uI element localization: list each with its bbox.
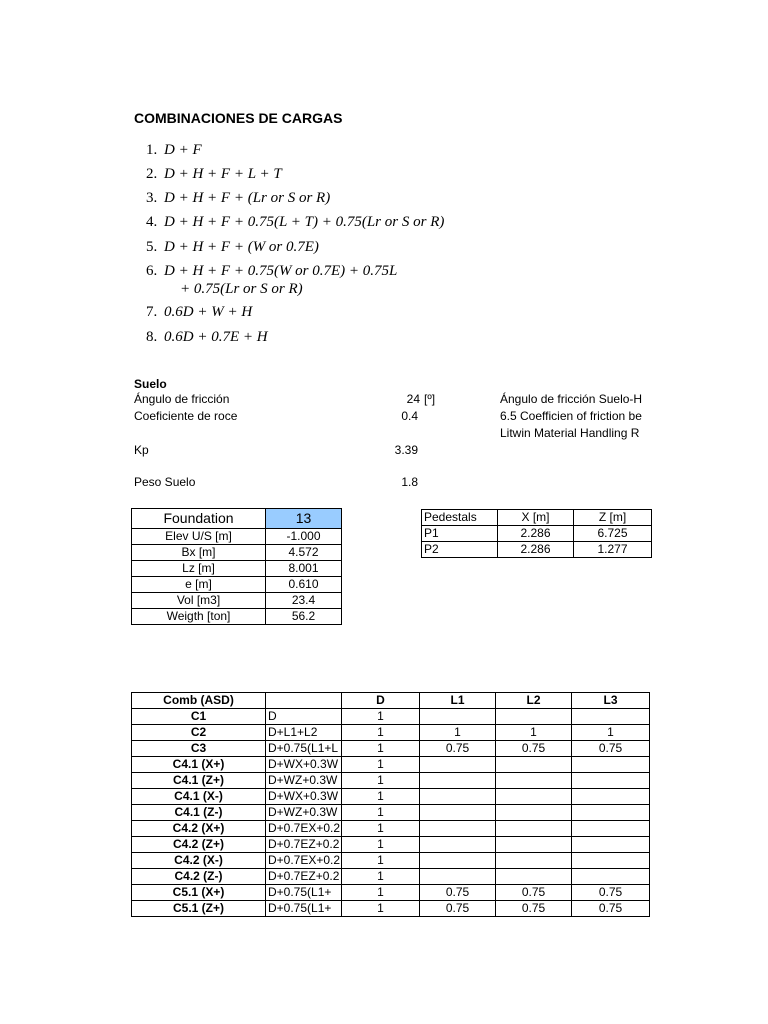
table-row: [132, 709, 650, 725]
table-row: [422, 526, 652, 542]
combination-expression: D+0.7EX+0.2: [266, 821, 342, 837]
soil-value: 1.8: [401, 475, 418, 489]
combination-id: C4.1 (Z+): [132, 773, 266, 789]
table-row: [132, 593, 342, 609]
factor-d: 1: [342, 885, 420, 901]
foundation-id-cell[interactable]: 13: [266, 509, 342, 529]
factor-l3: [572, 821, 650, 837]
formula-expression: D + H + F + L + T: [164, 166, 282, 182]
table-row: [422, 542, 652, 558]
formula-item: [146, 263, 397, 280]
combination-expression: D+0.7EZ+0.2: [266, 837, 342, 853]
combination-id: C4.2 (Z+): [132, 837, 266, 853]
formula-expression: D + F: [164, 142, 202, 158]
factor-l3: 1: [572, 725, 650, 741]
column-header: L3: [572, 693, 650, 709]
soil-value: 24: [406, 392, 420, 406]
formula-number: 8.: [146, 329, 158, 345]
table-row: [132, 757, 650, 773]
factor-d: 1: [342, 757, 420, 773]
factor-l2: 0.75: [496, 741, 572, 757]
pedestals-header-row: [422, 510, 652, 526]
combination-expression: D+0.7EZ+0.2: [266, 869, 342, 885]
factor-l2: [496, 757, 572, 773]
column-header: Pedestals: [422, 510, 498, 526]
factor-l2: 0.75: [496, 901, 572, 917]
factor-l2: [496, 773, 572, 789]
combination-expression: D+L1+L2: [266, 725, 342, 741]
factor-l1: [420, 837, 496, 853]
factor-d: 1: [342, 789, 420, 805]
factor-l3: [572, 757, 650, 773]
formula-item: [146, 166, 282, 183]
factor-l1: [420, 869, 496, 885]
formula-number: 5.: [146, 239, 158, 255]
soil-label: Peso Suelo: [134, 475, 196, 489]
factor-l2: [496, 789, 572, 805]
combination-id: C4.1 (Z-): [132, 805, 266, 821]
factor-l3: [572, 709, 650, 725]
foundation-value: 23.4: [266, 593, 342, 609]
factor-l2: 0.75: [496, 885, 572, 901]
factor-l3: [572, 869, 650, 885]
soil-label: Coeficiente de roce: [134, 409, 238, 423]
combinations-header-row: [132, 693, 650, 709]
foundation-header-label: Foundation: [132, 509, 266, 529]
factor-l1: [420, 709, 496, 725]
table-row: [132, 741, 650, 757]
combination-id: C1: [132, 709, 266, 725]
table-cell: P2: [422, 542, 498, 558]
combination-expression: D+WX+0.3W: [266, 757, 342, 773]
foundation-label: Vol [m3]: [132, 593, 266, 609]
factor-d: 1: [342, 853, 420, 869]
factor-d: 1: [342, 725, 420, 741]
combination-id: C4.1 (X-): [132, 789, 266, 805]
factor-l2: [496, 869, 572, 885]
factor-l3: [572, 853, 650, 869]
factor-d: 1: [342, 741, 420, 757]
foundation-label: Elev U/S [m]: [132, 529, 266, 545]
formula-expression: 0.6D + 0.7E + H: [164, 329, 268, 345]
factor-l3: [572, 837, 650, 853]
column-header: D: [342, 693, 420, 709]
factor-l3: 0.75: [572, 741, 650, 757]
soil-label: Kp: [134, 443, 149, 457]
combination-id: C4.2 (Z-): [132, 869, 266, 885]
foundation-label: Bx [m]: [132, 545, 266, 561]
table-row: [132, 789, 650, 805]
formula-number: 3.: [146, 190, 158, 206]
table-row: [132, 725, 650, 741]
combinations-table: [131, 692, 650, 917]
table-row: [132, 561, 342, 577]
factor-l2: [496, 837, 572, 853]
factor-l2: [496, 805, 572, 821]
table-row: [132, 869, 650, 885]
factor-l1: [420, 757, 496, 773]
factor-d: 1: [342, 709, 420, 725]
table-cell: 2.286: [498, 542, 574, 558]
factor-l3: [572, 789, 650, 805]
table-cell: 2.286: [498, 526, 574, 542]
table-row: [132, 609, 342, 625]
soil-value: 0.4: [401, 409, 418, 423]
soil-value: 3.39: [394, 443, 418, 457]
soil-note: Ángulo de fricción Suelo-H: [500, 392, 643, 406]
soil-note: Litwin Material Handling R: [500, 426, 640, 440]
factor-d: 1: [342, 821, 420, 837]
table-row: [132, 529, 342, 545]
column-header: Z [m]: [574, 510, 652, 526]
table-cell: 6.725: [574, 526, 652, 542]
factor-l2: [496, 821, 572, 837]
table-row: [132, 577, 342, 593]
formula-expression: D + H + F + (W or 0.7E): [164, 239, 319, 255]
combinations-body: [132, 709, 650, 917]
foundation-table: [131, 508, 342, 625]
formula-expression: 0.6D + W + H: [164, 304, 253, 320]
combination-id: C5.1 (Z+): [132, 901, 266, 917]
table-row: [132, 853, 650, 869]
combination-id: C3: [132, 741, 266, 757]
foundation-value: 0.610: [266, 577, 342, 593]
factor-l1: 1: [420, 725, 496, 741]
factor-l3: [572, 805, 650, 821]
factor-d: 1: [342, 869, 420, 885]
column-header: L1: [420, 693, 496, 709]
column-header: X [m]: [498, 510, 574, 526]
foundation-value: 8.001: [266, 561, 342, 577]
soil-note: 6.5 Coefficien of friction be: [500, 409, 642, 423]
combination-expression: D+WZ+0.3W: [266, 805, 342, 821]
factor-l1: [420, 789, 496, 805]
factor-d: 1: [342, 805, 420, 821]
pedestals-table: [421, 509, 652, 558]
factor-d: 1: [342, 773, 420, 789]
foundation-label: e [m]: [132, 577, 266, 593]
factor-l2: 1: [496, 725, 572, 741]
soil-unit: [º]: [424, 392, 436, 406]
formula-number: 4.: [146, 214, 158, 230]
factor-d: 1: [342, 837, 420, 853]
table-cell: 1.277: [574, 542, 652, 558]
combination-expression: D+0.7EX+0.2: [266, 853, 342, 869]
combination-id: C4.1 (X+): [132, 757, 266, 773]
factor-l3: 0.75: [572, 885, 650, 901]
formula-item: [146, 329, 268, 346]
table-row: [132, 545, 342, 561]
combination-expression: D+WX+0.3W: [266, 789, 342, 805]
soil-label: Ángulo de fricción: [134, 392, 230, 406]
combination-id: C2: [132, 725, 266, 741]
formula-number: 2.: [146, 166, 158, 182]
foundation-header-row: [132, 509, 342, 529]
combination-expression: D: [266, 709, 342, 725]
factor-l1: [420, 821, 496, 837]
combination-id: C5.1 (X+): [132, 885, 266, 901]
formula-number: 6.: [146, 263, 158, 279]
foundation-label: Lz [m]: [132, 561, 266, 577]
formula-continuation: + 0.75(Lr or S or R): [180, 281, 303, 297]
factor-l1: 0.75: [420, 901, 496, 917]
combination-expression: D+0.75(L1+L: [266, 741, 342, 757]
formula-item: [146, 142, 202, 159]
formula-expression: D + H + F + 0.75(W or 0.7E) + 0.75L: [164, 263, 398, 279]
combination-expression: D+0.75(L1+: [266, 885, 342, 901]
factor-l2: [496, 709, 572, 725]
column-header: L2: [496, 693, 572, 709]
factor-l3: 0.75: [572, 901, 650, 917]
foundation-value: 4.572: [266, 545, 342, 561]
formula-item: [146, 304, 252, 321]
table-row: [132, 821, 650, 837]
foundation-value: -1.000: [266, 529, 342, 545]
formula-number: 7.: [146, 304, 158, 320]
combination-id: C4.2 (X+): [132, 821, 266, 837]
factor-l1: [420, 805, 496, 821]
combination-expression: D+0.75(L1+: [266, 901, 342, 917]
table-cell: P1: [422, 526, 498, 542]
factor-d: 1: [342, 901, 420, 917]
formula-expression: D + H + F + 0.75(L + T) + 0.75(Lr or S or R): [164, 214, 445, 230]
formula-item: [146, 239, 319, 256]
factor-l1: 0.75: [420, 885, 496, 901]
table-row: [132, 901, 650, 917]
table-row: [132, 805, 650, 821]
combination-id: C4.2 (X-): [132, 853, 266, 869]
column-header: [266, 693, 342, 709]
formula-expression: D + H + F + (Lr or S or R): [164, 190, 331, 206]
page-title: COMBINACIONES DE CARGAS: [134, 110, 343, 126]
formula-number: 1.: [146, 142, 158, 158]
combination-expression: D+WZ+0.3W: [266, 773, 342, 789]
factor-l2: [496, 853, 572, 869]
factor-l1: [420, 773, 496, 789]
column-header: Comb (ASD): [132, 693, 266, 709]
factor-l1: 0.75: [420, 741, 496, 757]
formula-item: [146, 190, 330, 207]
soil-section-title: Suelo: [134, 377, 167, 391]
factor-l3: [572, 773, 650, 789]
formula-item: [146, 214, 444, 231]
table-row: [132, 885, 650, 901]
table-row: [132, 773, 650, 789]
foundation-label: Weigth [ton]: [132, 609, 266, 625]
foundation-value: 56.2: [266, 609, 342, 625]
factor-l1: [420, 853, 496, 869]
table-row: [132, 837, 650, 853]
